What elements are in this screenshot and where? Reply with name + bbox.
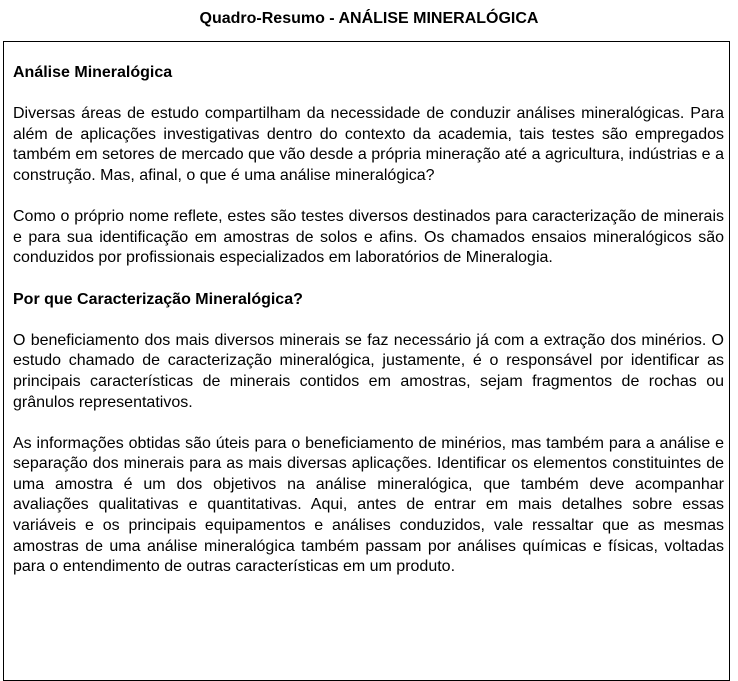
document-title: Quadro-Resumo - ANÁLISE MINERALÓGICA: [199, 10, 539, 27]
paragraph-intro: Diversas áreas de estudo compartilham da necessidade de conduzir análises mineralógicas. Para além de aplicações investigativas dentro do contexto da academia, tais testes são empregados também em setores de mercado que vão desde a própria mineração até a agricultura, indústrias e a construção. Mas, afinal, o que é uma análise mineralógica?: [13, 105, 724, 184]
summary-content: [13, 63, 724, 578]
paragraph-beneficiation: O beneficiamento dos mais diversos minerais se faz necessário já com a extração dos minérios. O estudo chamado de caracterização mineralógica, justamente, é o responsável por identificar as principais características de minerais contidos em amostras, sejam fragmentos de rochas ou grânulos representativos.: [13, 331, 724, 411]
section-heading-mineralogical-analysis: Análise Mineralógica: [13, 64, 173, 81]
paragraph-definition: Como o próprio nome reflete, estes são testes diversos destinados para caracterização de minerais e para sua identificação em amostras de solos e afins. Os chamados ensaios mineralógicos são conduzidos por profissionais especializados em laboratórios de Mineralogia.: [13, 208, 724, 267]
section-heading-why-characterization: Por que Caracterização Mineralógica?: [13, 290, 303, 308]
paragraph-information: As informações obtidas são úteis para o beneficiamento de minérios, mas também para a análise e separação dos minerais para as mais diversas aplicações. Identificar os elementos constituintes de uma amostra é um dos objetivos na análise mineralógica, que também deve acompanhar avaliações qualitativas e quantitativas. Aqui, antes de entrar em mais detalhes sobre essas variáveis e os principais equipamentos e análises conduzidos, vale ressaltar que as mesmas amostras de uma análise mineralógica também passam por análises químicas e físicas, voltadas para o entendimento de outras características em um produto.: [13, 434, 724, 576]
